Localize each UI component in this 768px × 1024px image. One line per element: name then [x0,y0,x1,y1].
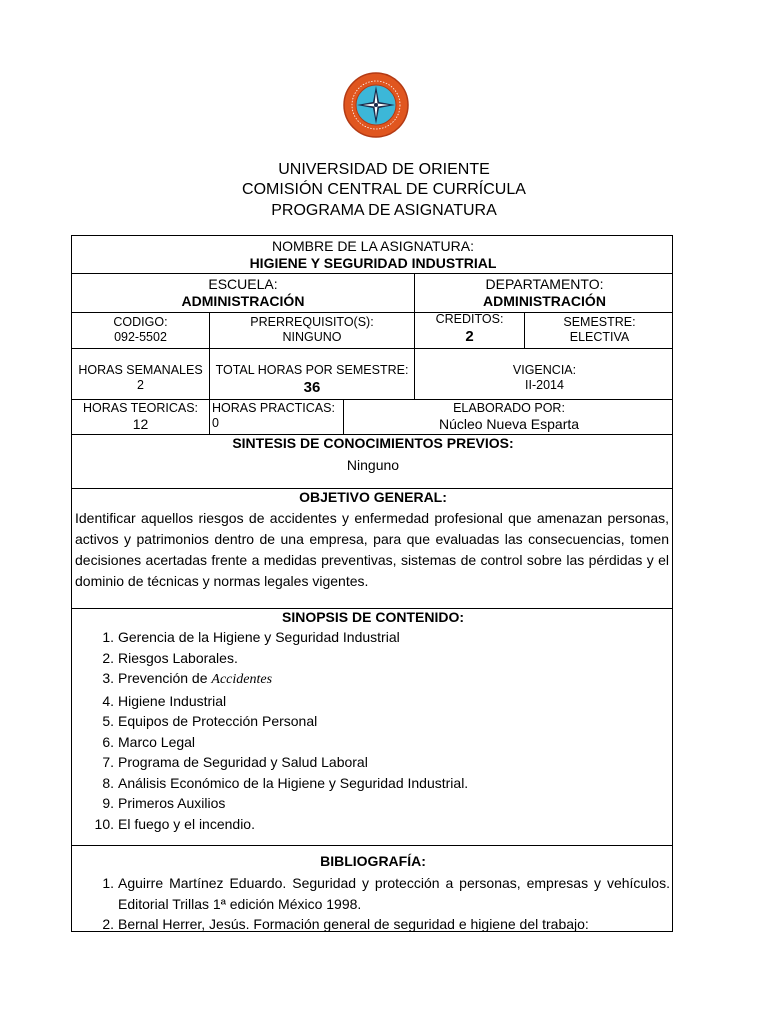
departamento-cell [415,276,673,310]
list-item: 4. Higiene Industrial [102,692,227,709]
horas-teoricas-value: 12 [132,416,149,432]
creditos-value: 2 [465,328,474,345]
escuela-cell [72,276,414,310]
horas-practicas-value: 0 [212,416,219,430]
commission-title: COMISIÓN CENTRAL DE CURRÍCULA [242,181,526,198]
objetivo-text: Identificar aquellos riesgos de accidentes y enfermedad profesional que amenazan personas, activos y patrimonios dentro de una empresa, para que evaluadas las consecuencias, tomen decisiones acertadas frente a medidas preventivas, sistemas de control sobre las pérdidas y el dominio de técnicas y normas legales vigentes. [75,510,669,589]
prerrequisito-label: PRERREQUISITO(S): [250,315,374,329]
university-seal-logo [343,72,409,138]
sinopsis-title: SINOPSIS DE CONTENIDO: [281,609,465,625]
course-name-label: NOMBRE DE LA ASIGNATURA: [271,238,474,254]
sintesis-title: SINTESIS DE CONOCIMIENTOS PREVIOS: [232,435,514,451]
list-item: 1. Aguirre Martínez Eduardo. Seguridad y protección a personas, empresas y vehículos. Editorial Trillas 1ª edición México 1998. [102,875,670,912]
codigo-cell [72,315,209,345]
course-name-value: HIGIENE Y SEGURIDAD INDUSTRIAL [249,255,497,271]
vigencia-value: II-2014 [525,378,564,392]
horas-teoricas-cell [72,401,209,433]
semestre-cell [525,315,673,345]
bibliografia-title: BIBLIOGRAFÍA: [320,853,426,869]
sintesis-value: Ninguno [346,457,400,473]
list-item: 9. Primeros Auxilios [102,795,226,811]
elaborado-label: ELABORADO POR: [453,401,565,415]
departamento-label: DEPARTAMENTO: [485,276,604,292]
list-item: 5. Equipos de Protección Personal [102,713,318,729]
list-item: 7. Programa de Seguridad y Salud Laboral [102,754,368,770]
prerrequisito-value: NINGUNO [282,330,342,344]
creditos-label: CREDITOS: [435,312,504,326]
horas-practicas-cell [212,401,343,431]
horas-teoricas-label: HORAS TEORICAS: [82,401,199,415]
total-horas-value: 36 [303,379,321,396]
sinopsis-list [72,627,670,834]
bibliografia-list [72,873,670,932]
total-horas-label: TOTAL HORAS POR SEMESTRE: [215,363,409,377]
vigencia-label: VIGENCIA: [512,363,577,377]
list-item: 2. Riesgos Laborales. [102,649,238,666]
departamento-value: ADMINISTRACIÓN [483,293,606,309]
course-name-cell [72,238,673,272]
creditos-cell [415,312,524,346]
list-item: 8. Análisis Económico de la Higiene y Seguridad Industrial. [102,774,469,791]
university-title: UNIVERSIDAD DE ORIENTE [278,161,490,178]
horas-semanales-value: 2 [137,378,144,392]
vigencia-cell [415,363,673,393]
objetivo-title: OBJETIVO GENERAL: [299,489,447,505]
list-item: 6. Marco Legal [102,733,196,750]
list-item: 3. Prevención de Accidentes [102,670,273,687]
course-program-table [71,235,673,932]
elaborado-value: Núcleo Nueva Esparta [438,416,580,432]
escuela-label: ESCUELA: [208,276,278,292]
total-horas-cell [210,363,414,397]
list-item: 10. El fuego y el incendio. [94,815,255,832]
horas-semanales-cell [72,363,209,393]
program-title: PROGRAMA DE ASIGNATURA [271,202,497,219]
codigo-value: 092-5502 [114,330,167,344]
prerrequisito-cell [210,315,414,345]
sintesis-cell [72,435,673,474]
semestre-label: SEMESTRE: [563,315,636,329]
semestre-value: ELECTIVA [569,330,630,344]
list-item: 1. Gerencia de la Higiene y Seguridad Industrial [102,629,400,645]
horas-practicas-label: HORAS PRACTICAS: [212,401,335,415]
codigo-label: CODIGO: [113,315,168,329]
escuela-value: ADMINISTRACIÓN [181,293,305,309]
horas-semanales-label: HORAS SEMANALES [78,363,203,377]
elaborado-cell [344,401,673,433]
list-item: 2. Bernal Herrer, Jesús. Formación general de seguridad e higiene del trabajo: [102,916,589,932]
